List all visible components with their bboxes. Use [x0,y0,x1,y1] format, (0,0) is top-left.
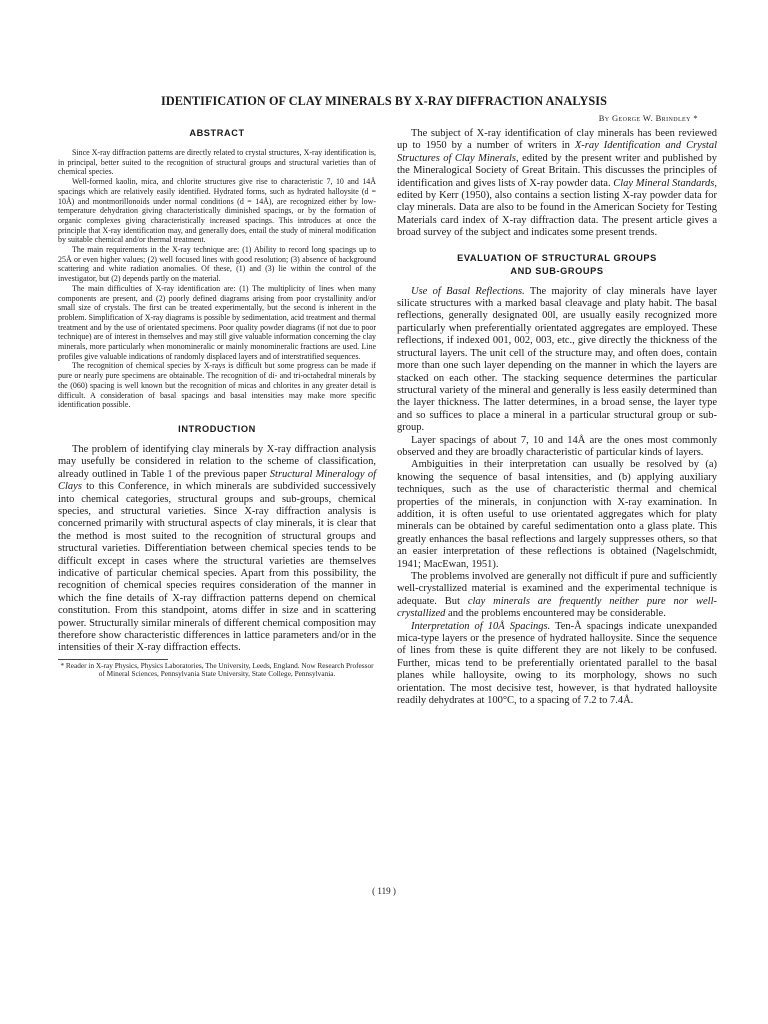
cited-standards-title: Clay Mineral Standards [613,177,715,189]
review-paragraph: The subject of X-ray identification of clay minerals has been reviewed up to 1950 by a number of writers in X-ray Identification and Crystal Structures of Clay Minerals, edited by the present writer and published by the Mineralogical Society of Great Britain. This discusses the principles of identification and gives lists of X-ray powder data. Clay Mineral Standards, edited by Kerr (1950), also contains a section listing X-ray powder data for clay minerals. Data are also to be found in the American Society for Testing Materials card index of X-ray diffraction data. The present article gives a broad survey of the subject and indicates some present trends. [397,128,717,239]
basal-reflections-subheading: Use of Basal Reflections. [411,285,525,297]
author-byline: By George W. Brindley * [598,113,698,123]
introduction-paragraph: The problem of identifying clay minerals by X-ray diffraction analysis may usefully be considered in relation to the scheme of classification, already outlined in Table 1 of the previous paper Structural Mineralogy of Clays to this Conference, in which minerals are subdivided successively into chemical categories, structural groups and sub-groups, chemical species, and structural varieties. Since X-ray diffraction analysis is concerned primarily with structural aspects of clay minerals, it is clear that the method is most suited to the recognition of structural groups and structural varieties. Differentiation between chemical species tends to be difficult except in cases where the structural varieties are themselves indicative of particular chemical species. Apart from this possibility, the recognition of chemical species requires consideration of the manner in which the fine details of X-ray diffraction patterns depend on chemical constitution. From this standpoint, atoms differ in size and in scattering power. Structurally similar minerals of different chemical composition may therefore show characteristic differences in lattice parameters and/or in the intensities of their X-ray diffraction effects. [58,443,376,654]
abstract-paragraph: Well-formed kaolin, mica, and chlorite structures give rise to characteristic 7, 10 and 14Å spacings which are relatively easily identified. Hydrated forms, such as hydrated halloysite (d = 10Å) and montmorillonoids under normal conditions (d = 14Å), are recognized either by low-temperature dehydration giving characteristically diminished spacings, or by the formation of organic complexes giving characteristically increased spacings. This introduces at once the principle that X-ray identification may, and generally does, entail the study of mineral modification by suitable chemical and/or thermal treatment. [58,177,376,245]
abstract-heading: ABSTRACT [189,128,245,138]
abstract-paragraph: The main difficulties of X-ray identification are: (1) The multiplicity of lines when many components are present, and (2) poorly defined diagrams arising from poor crystallinity and/or small size of crystals. The first can be treated experimentally, but the second is inherent in the problem. Simplification of X-ray diagrams is possible by sedimentation, acid treatment and thermal treatment and by the use of orientated specimens. Poor quality powder diagrams (if not due to poor technique) are of interest in themselves and may still give valuable information concerning the clay minerals, more particularly when monomineralic or mainly monomineralic fractions are used. Line profiles give valuable indications of randomly displaced layers and of interstratified sequences. [58,283,376,361]
right-column [397,128,717,707]
ten-angstrom-subheading: Interpretation of 10Å Spacings. [411,620,551,632]
cited-book-title: X-ray Identification and Crystal Structures of Clay Minerals [397,140,717,164]
author-footnote: * Reader in X-ray Physics, Physics Laboratories, The University, Leeds, England. Now Research Professor of Mineral Sciences, Pennsylvania State University, State College, Pennsylvania. [60,660,374,679]
introduction-body [58,444,376,655]
abstract-paragraph: Since X-ray diffraction patterns are directly related to crystal structures, X-ray identification is, in principal, better suited to the recognition of structural groups and structural varieties than of chemical species. [58,148,376,177]
abstract-paragraph: The recognition of chemical species by X-rays is difficult but some progress can be made if pure or nearly pure specimens are obtainable. The recognition of di- and tri-octahedral minerals by the (060) spacing is well known but the recognition of micas and chlorites in any greater detail is difficult. A consideration of basal spacings and basal intensities may make more specific identification possible. [58,361,376,410]
abstract-paragraph: The main requirements in the X-ray technique are: (1) Ability to record long spacings up to 25Å or even higher values; (2) well focused lines with good resolution; (3) absence of background scattering and white radiation anomalies. Of these, (1) and (3) lie within the control of the investigator, but (2) depends partly on the material. [58,245,376,284]
abstract-body [58,148,376,410]
ten-angstrom-paragraph: Interpretation of 10Å Spacings. Ten-Å spacings indicate unexpanded mica-type layers or the presence of hydrated halloysite. Since the sequence of lines from these is quite different they are not likely to be confused. Further, micas tend to be preferentially orientated parallel to the basal planes while halloysite, owing to its morphology, shows no such orientation. The most decisive test, however, is that hydrated halloysite readily dehydrates at 100°C, to a spacing of 7.2 to 7.4Å. [397,620,717,707]
introduction-heading: INTRODUCTION [178,423,256,434]
page-number: ( 119 ) [372,886,396,896]
evaluation-heading: EVALUATION OF STRUCTURAL GROUPS AND SUB-GROUPS [457,252,657,276]
problems-paragraph: The problems involved are generally not difficult if pure and sufficiently well-crystallized material is examined and the experimental technique is adequate. But clay minerals are frequently neither pure nor well-crystallized and the problems encountered may be considerable. [397,571,717,620]
cited-paper-title: Structural Mineralogy of Clays [58,468,376,493]
left-column [58,128,376,678]
layer-spacings-paragraph: Layer spacings of about 7, 10 and 14Å are the ones most commonly observed and they are broadly characteristic of particular kinds of layers. [397,434,717,458]
basal-reflections-paragraph: Use of Basal Reflections. The majority of clay minerals have layer silicate structures with a marked basal cleavage and platy habit. The basal reflections, generally designated 00l, are usually easily recognized more particularly when preferentially orientated aggregates are employed. These reflections, if indexed 001, 002, 003, etc., give directly the thickness of the structural layers. The unit cell of the structure may, and often does, contain more than one such layer depending on the manner in which the layers are stacked on each other. The stacking sequence determines the particular structural variety of the mineral and generally is less easily determined than the layer thickness. The latter determines, in a broad sense, the layer type and so suffices to place a mineral in a particular structural group or sub-group. [397,285,717,434]
footnote-rule [58,659,168,660]
paper-title: IDENTIFICATION OF CLAY MINERALS BY X-RAY DIFFRACTION ANALYSIS [161,94,607,108]
ambiguities-paragraph: Ambiguities in their interpretation can usually be resolved by (a) knowing the sequence of basal intensities, and (b) applying auxiliary techniques, such as the use of characteristic thermal and chemical properties of the minerals, in conjunction with X-ray examination. In addition, it is often useful to use orientated aggregates which for platy minerals can be obtained by careful sedimentation onto a glass plate. This greatly enhances the basal reflections and largely suppresses others, so that an easier interpretation of these reflections is obtained (Nagelschmidt, 1941; MacEwan, 1951). [397,459,717,570]
